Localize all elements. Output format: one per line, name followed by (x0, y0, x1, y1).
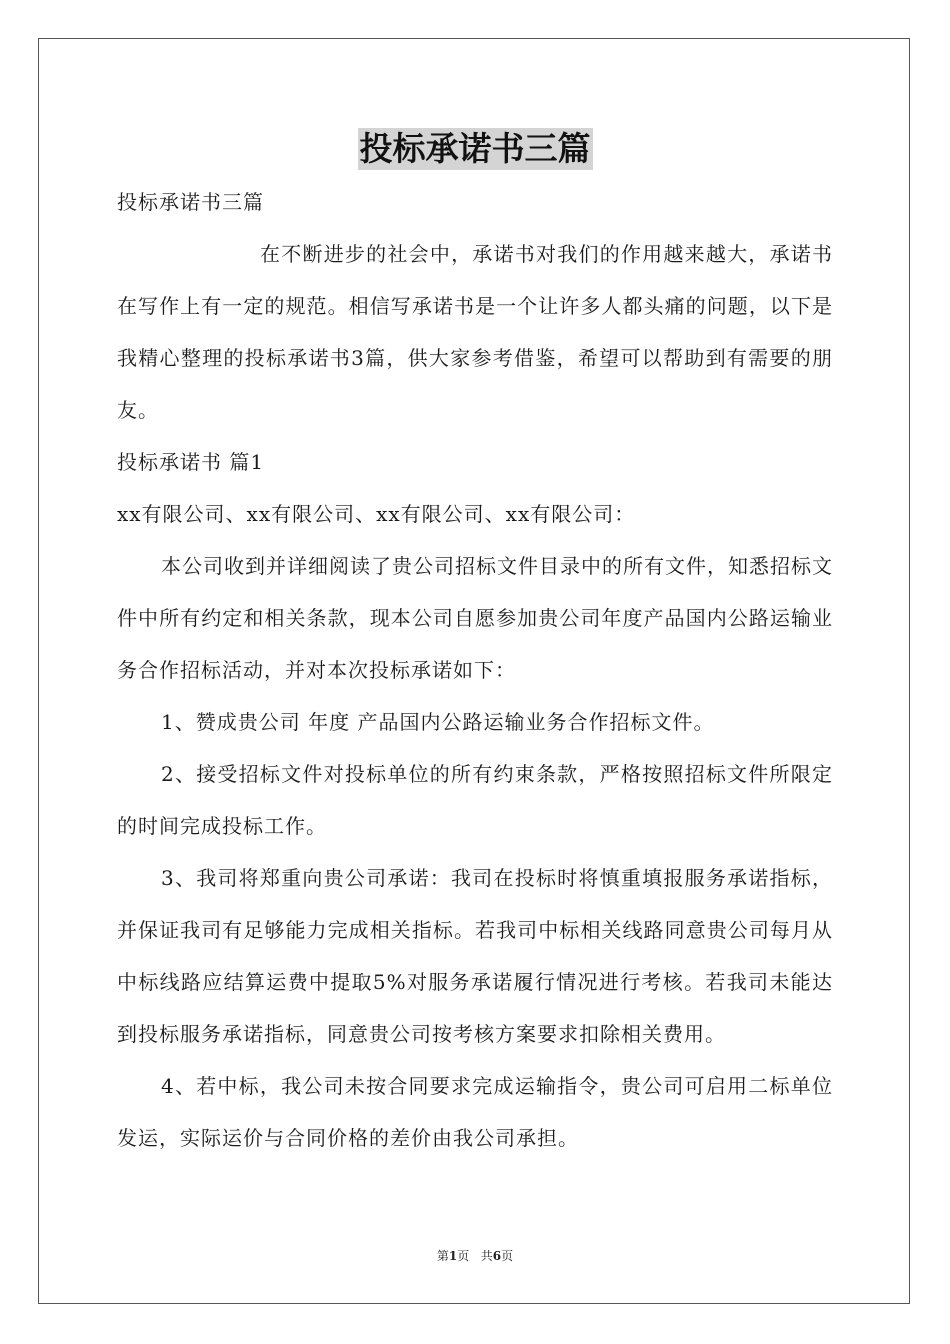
commitment-item-2: 2、接受招标文件对投标单位的所有约束条款，严格按照招标文件所限定的时间完成投标工作。 (117, 762, 833, 838)
page-prefix: 第 (436, 1249, 449, 1263)
commitment-item-1: 1、赞成贵公司 年度 产品国内公路运输业务合作招标文件。 (161, 710, 715, 734)
total-suffix: 页 (501, 1249, 514, 1263)
page-footer (0, 1247, 950, 1264)
commitment-item-3: 3、我司将郑重向贵公司承诺：我司在投标时将慎重填报服务承诺指标，并保证我司有足够能力完成相关指标。若我司中标相关线路同意贵公司每月从中标线路应结算运费中提取5%对服务承诺履行情况进行考核。若我司未能达到投标服务承诺指标，同意贵公司按考核方案要求扣除相关费用。 (117, 866, 833, 1046)
intro-paragraph: 在不断进步的社会中，承诺书对我们的作用越来越大，承诺书在写作上有一定的规范。相信写承诺书是一个让许多人都头痛的问题，以下是我精心整理的投标承诺书3篇，供大家参考借鉴，希望可以帮助到有需要的朋友。 (117, 242, 833, 422)
page-suffix: 页 (457, 1249, 470, 1263)
subtitle-paragraph: 投标承诺书三篇 (117, 190, 264, 214)
document-title: 投标承诺书三篇 (359, 129, 591, 168)
commitment-item-4: 4、若中标，我公司未按合同要求完成运输指令，贵公司可启用二标单位发运，实际运价与合同价格的差价由我公司承担。 (117, 1074, 833, 1150)
total-pages: 6 (492, 1249, 502, 1263)
document-body (117, 176, 833, 1164)
title-container (0, 128, 950, 170)
page-number: 1 (448, 1249, 458, 1263)
section-heading: 投标承诺书 篇1 (117, 450, 265, 474)
body-paragraph: 本公司收到并详细阅读了贵公司招标文件目录中的所有文件，知悉招标文件中所有约定和相关条款，现本公司自愿参加贵公司年度产品国内公路运输业务合作招标活动，并对本次投标承诺如下： (117, 554, 833, 682)
total-prefix: 共 (480, 1249, 493, 1263)
addressee-line: xx有限公司、xx有限公司、xx有限公司、xx有限公司： (117, 502, 636, 526)
